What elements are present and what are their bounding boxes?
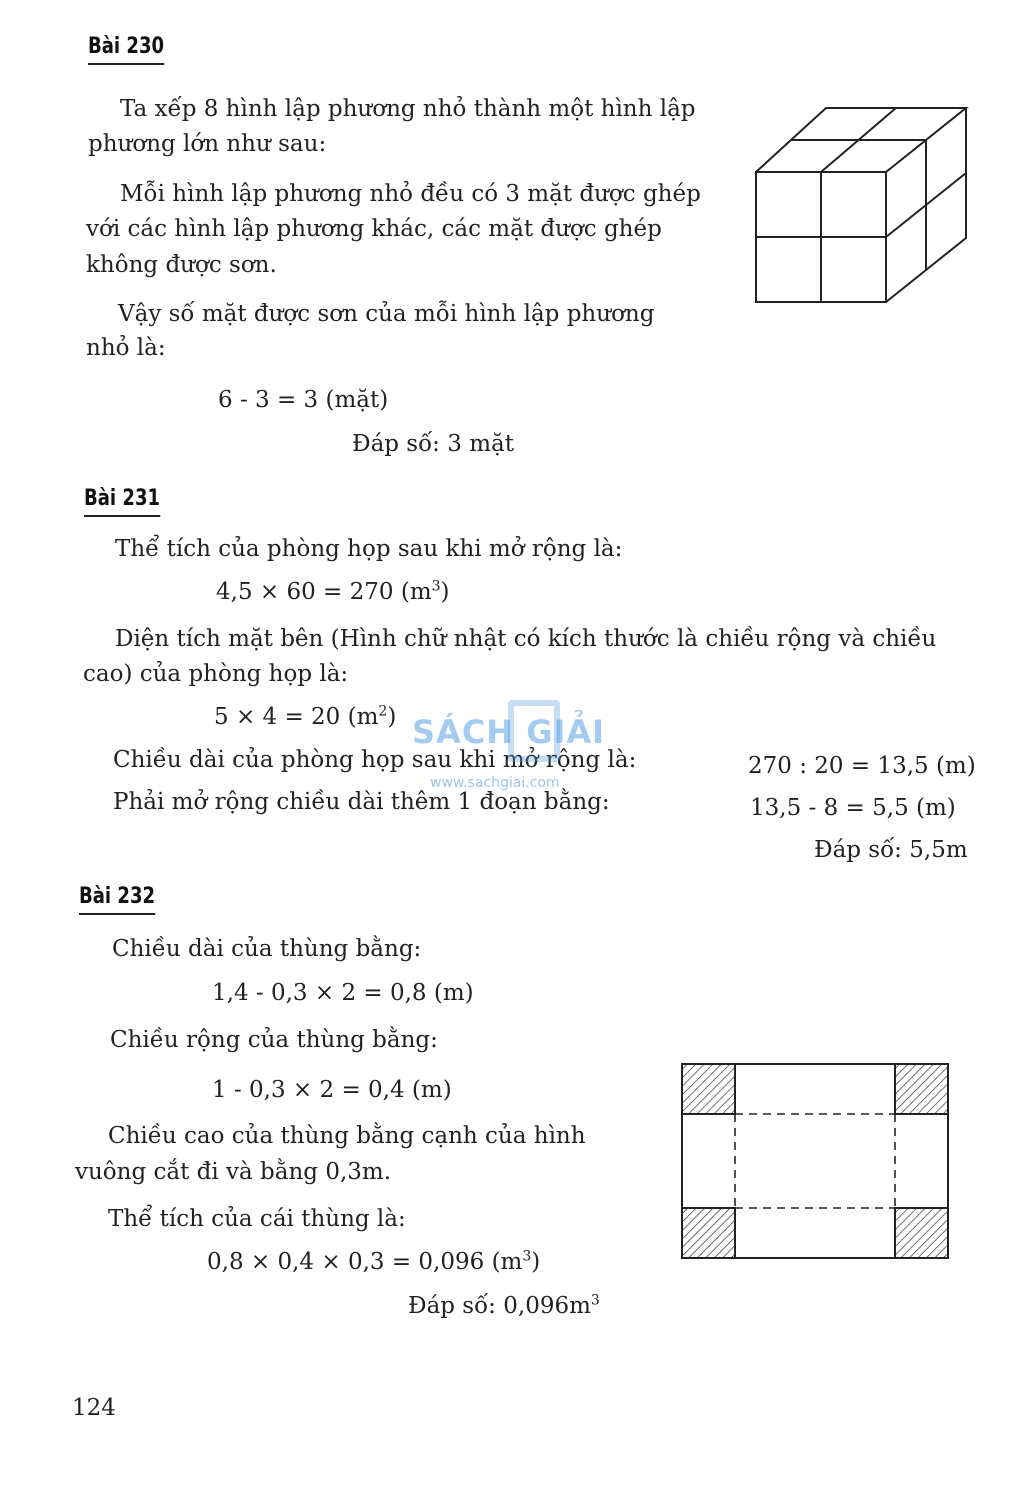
bai-232-text: Chiều dài của thùng bằng:: [112, 936, 422, 962]
bai-230-answer: Đáp số: 3 mặt: [352, 431, 514, 457]
cube-figure: [748, 100, 974, 312]
bai-231-text: Phải mở rộng chiều dài thêm 1 đoạn bằng:: [113, 789, 610, 815]
bai-230-text: với các hình lập phương khác, các mặt được ghép: [86, 216, 662, 242]
bai-230-heading: Bài 230: [88, 34, 164, 65]
bai-231-calculation: 5 × 4 = 20 $(m^2)$: [214, 703, 397, 730]
bai-232-text: Chiều rộng của thùng bằng:: [110, 1027, 438, 1053]
bai-230-text: không được sơn.: [86, 252, 277, 278]
bai-231-calculation: 270 : 20 = 13,5 (m): [748, 753, 976, 779]
bai-230-text: phương lớn như sau:: [88, 131, 327, 157]
bai-231-text: cao) của phòng họp là:: [83, 661, 349, 687]
bai-231-heading: Bài 231: [84, 486, 160, 517]
bai-231-text: Thể tích của phòng họp sau khi mở rộng là:: [115, 536, 623, 562]
bai-232-calculation: 0,8 × 0,4 × 0,3 = 0,096 $(m^3)$: [207, 1248, 541, 1275]
page-number: 124: [72, 1395, 116, 1421]
bai-231-answer: Đáp số: 5,5m: [814, 837, 968, 863]
bai-231-calculation: 13,5 - 8 = 5,5 (m): [750, 795, 956, 821]
bai-230-text: Mỗi hình lập phương nhỏ đều có 3 mặt được ghép: [120, 181, 701, 207]
bai-230-text: nhỏ là:: [86, 335, 166, 361]
bai-232-text: Thể tích của cái thùng là:: [108, 1206, 406, 1232]
bai-230-calculation: 6 - 3 = 3 (mặt): [218, 387, 389, 413]
watermark-url: www.sachgiai.com: [430, 775, 560, 791]
bai-231-calculation: 4,5 × 60 = 270 $(m^3)$: [216, 578, 450, 605]
bai-232-calculation: 1,4 - 0,3 × 2 = 0,8 (m): [212, 980, 474, 1006]
bai-232-calculation: 1 - 0,3 × 2 = 0,4 (m): [212, 1077, 452, 1103]
bai-232-text: vuông cắt đi và bằng 0,3m.: [75, 1159, 392, 1185]
watermark-title: SÁCH GIẢI: [412, 713, 606, 751]
bai-231-text: Chiều dài của phòng họp sau khi mở rộng là:: [113, 747, 637, 773]
bai-232-heading: Bài 232: [79, 884, 155, 915]
box-net-figure: [676, 1058, 954, 1264]
bai-232-answer: Đáp số: $0,096m^3$: [408, 1292, 600, 1319]
bai-232-text: Chiều cao của thùng bằng cạnh của hình: [108, 1123, 586, 1149]
bai-231-text: Diện tích mặt bên (Hình chữ nhật có kích thước là chiều rộng và chiều: [115, 626, 937, 652]
bai-230-text: Ta xếp 8 hình lập phương nhỏ thành một hình lập: [120, 96, 696, 122]
bai-230-text: Vậy số mặt được sơn của mỗi hình lập phương: [118, 301, 655, 327]
